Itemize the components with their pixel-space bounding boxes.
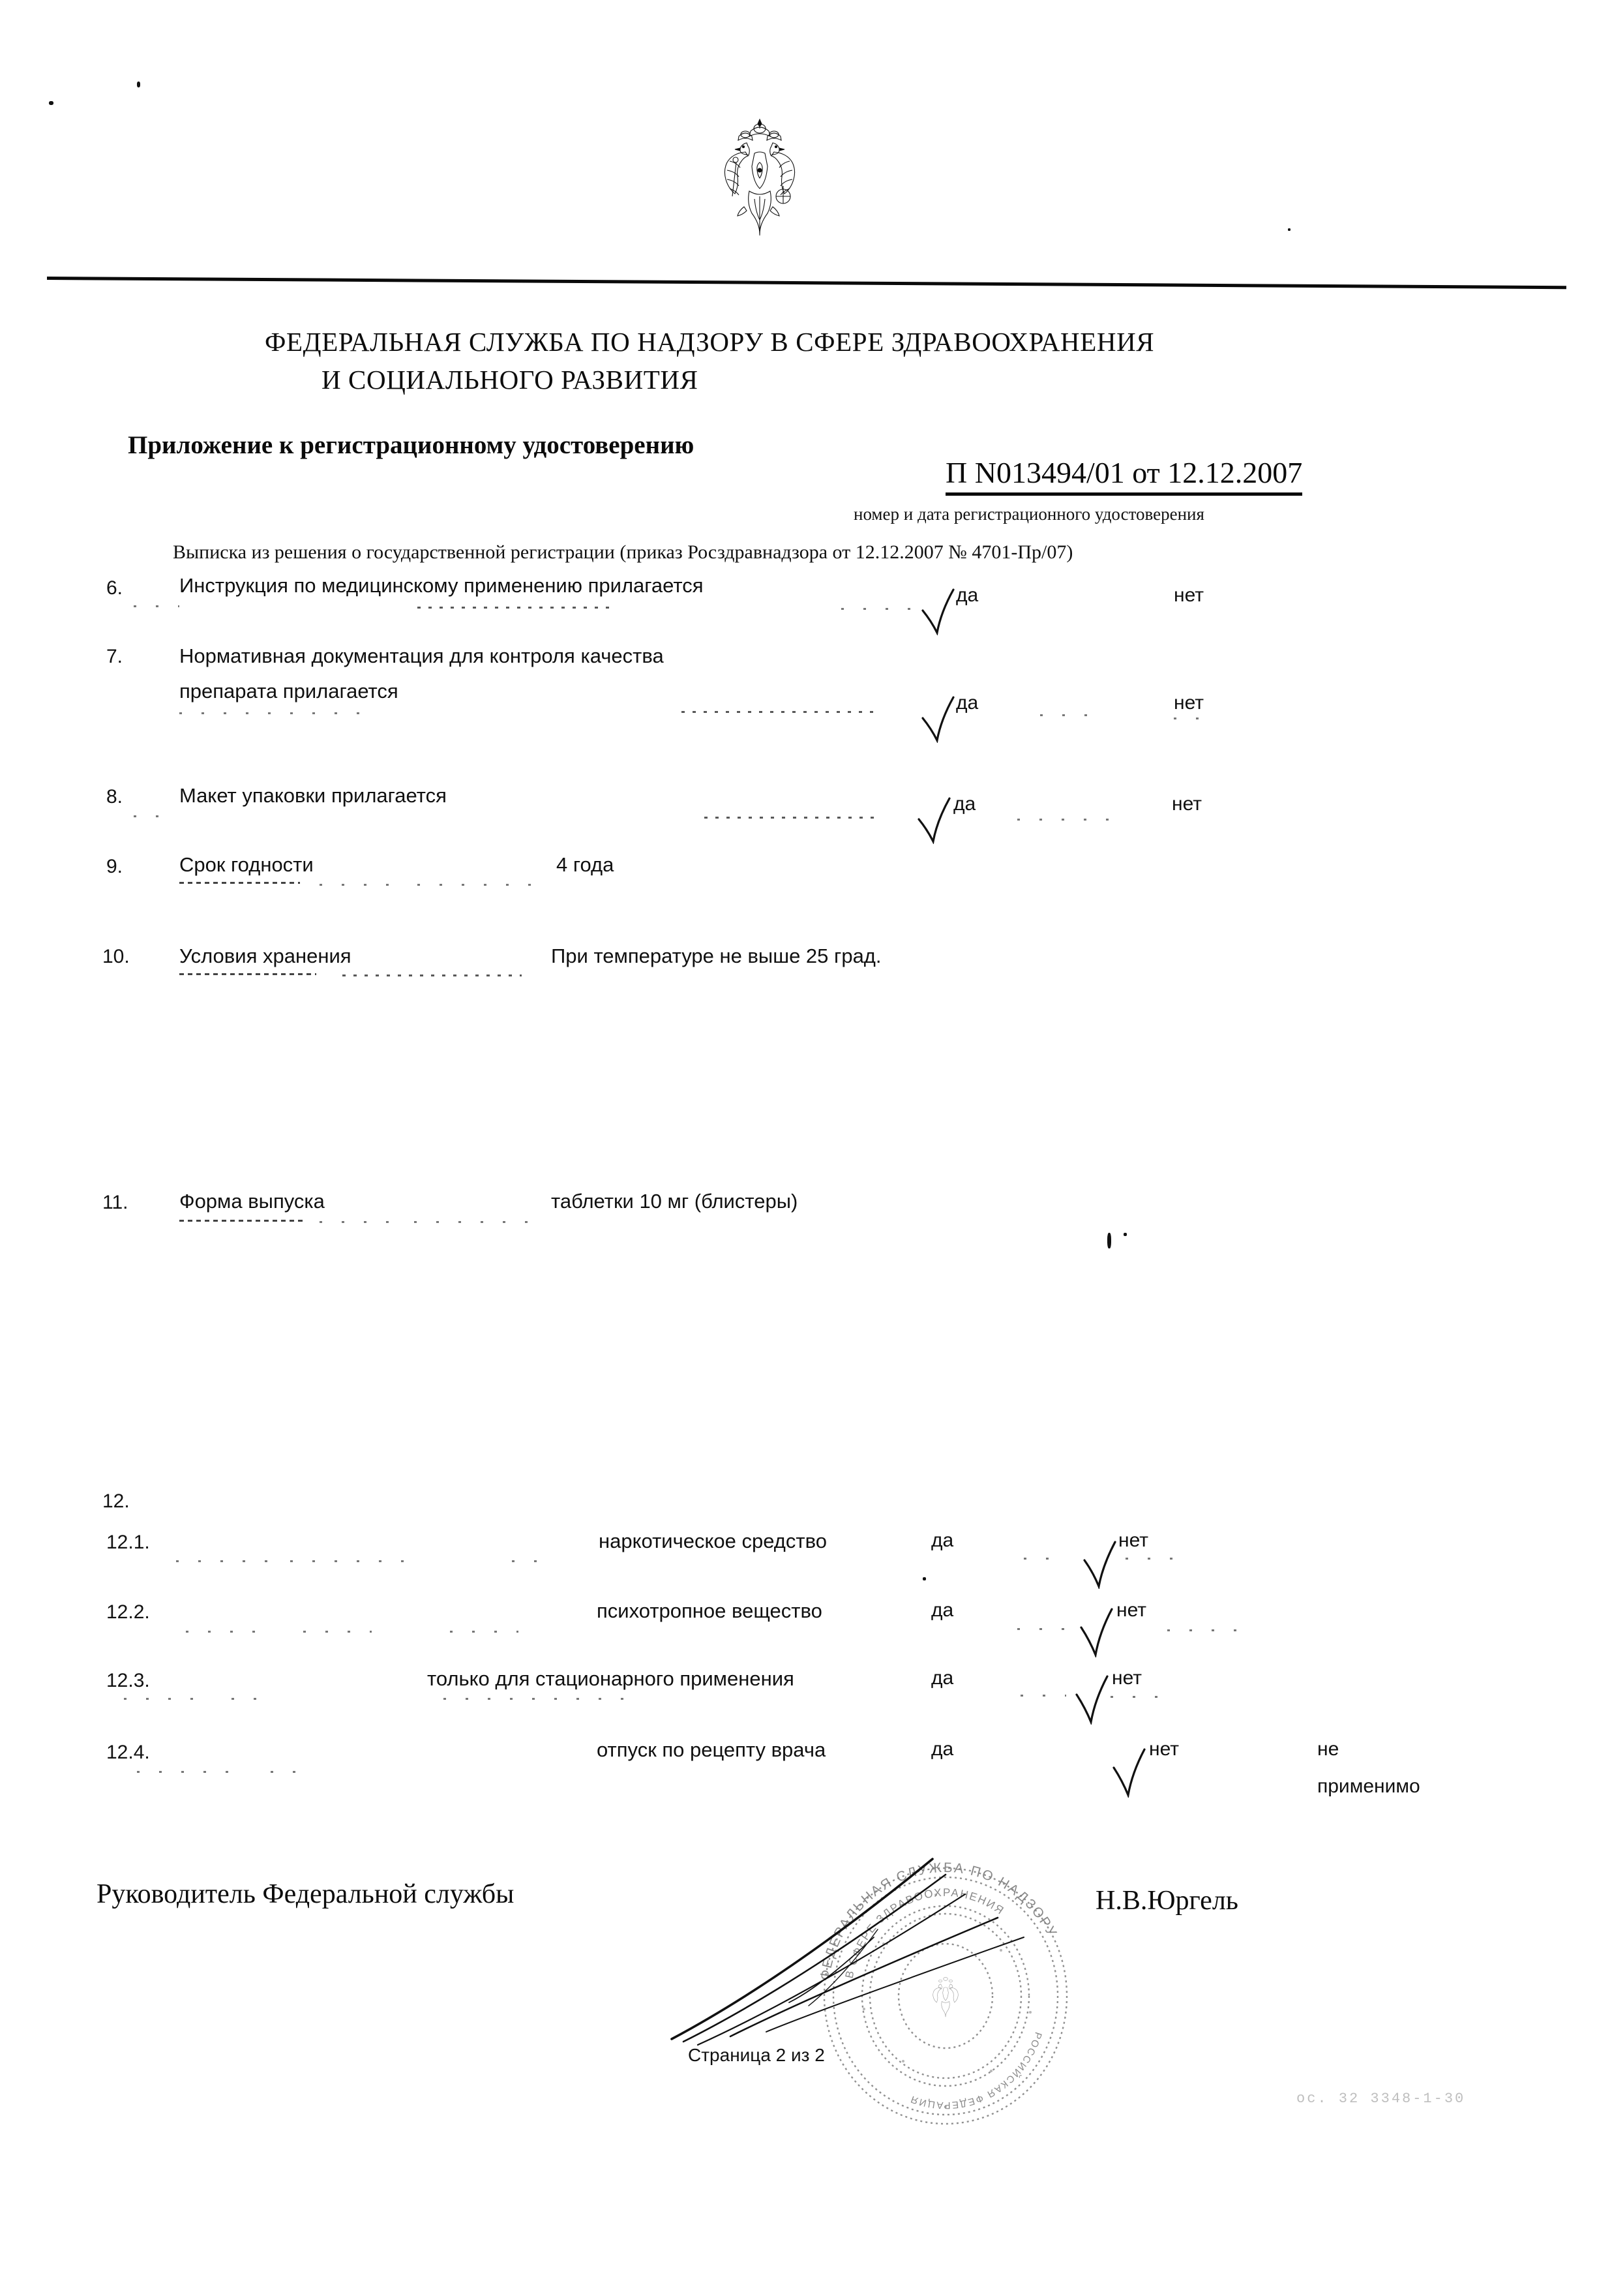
item-12-4-not-applicable-line-1: не <box>1317 1738 1339 1760</box>
signatory-name: Н.В.Юргель <box>1096 1886 1238 1916</box>
item-6-checkmark-icon[interactable] <box>921 586 956 635</box>
item-10-number: 10. <box>102 946 130 967</box>
item-9-number: 9. <box>106 856 123 877</box>
page-number-footer: Страница 2 из 2 <box>688 2045 825 2065</box>
extract-decision-line: Выписка из решения о государственной регистрации (приказ Росздравнадзора от 12.12.2007 № 4701-Пр/07) <box>173 541 1073 563</box>
item-12-1-checkmark-icon[interactable] <box>1082 1539 1118 1589</box>
item-11-value: таблетки 10 мг (блистеры) <box>551 1190 798 1213</box>
scan-speck <box>137 82 140 87</box>
item-11-number: 11. <box>102 1192 128 1213</box>
item-6-label: Инструкция по медицинскому применению прилагается <box>179 574 704 597</box>
item-12-1-label: наркотическое средство <box>599 1530 827 1552</box>
item-6-no-option[interactable]: нет <box>1174 584 1204 606</box>
item-8-leader-2 <box>704 817 880 819</box>
item-7-leader-3 <box>1040 714 1102 716</box>
item-12-2-leader-3 <box>450 1631 518 1633</box>
item-6-leader <box>134 605 179 607</box>
item-12-4-label: отпуск по рецепту врача <box>597 1738 826 1761</box>
item-12-2-leader-4 <box>1017 1628 1066 1630</box>
scan-artifact-code: ос. 32 3348-1-30 <box>1296 2091 1466 2107</box>
item-12-3-leader-4 <box>1111 1696 1163 1698</box>
header-divider-rule <box>47 277 1566 289</box>
item-11-label: Форма выпуска <box>179 1190 325 1213</box>
item-12-3-leader-2 <box>231 1698 258 1700</box>
item-11-label-underline <box>179 1220 303 1222</box>
item-10-value: При температуре не выше 25 град. <box>551 944 882 967</box>
signatory-title: Руководитель Федеральной службы <box>97 1879 515 1909</box>
russian-double-headed-eagle-emblem <box>708 114 812 245</box>
item-12-1-leader-3 <box>512 1560 551 1562</box>
item-6-leader-3 <box>841 608 913 610</box>
item-12-1-yes-option[interactable]: да <box>931 1530 954 1551</box>
svg-text:ФЕДЕРАЛЬНАЯ СЛУЖБА ПО НАДЗОРУ: ФЕДЕРАЛЬНАЯ СЛУЖБА ПО НАДЗОРУ <box>817 1860 1060 1982</box>
agency-name-line-1: ФЕДЕРАЛЬНАЯ СЛУЖБА ПО НАДЗОРУ В СФЕРЕ ЗДРАВООХРАНЕНИЯ <box>265 327 1155 357</box>
item-11-leader-2 <box>414 1221 528 1223</box>
item-7-leader <box>179 712 362 714</box>
item-12-2-checkmark-icon[interactable] <box>1079 1608 1114 1657</box>
item-12-4-checkmark-icon[interactable] <box>1112 1748 1147 1798</box>
item-12-1-leader-4 <box>1024 1558 1063 1560</box>
item-8-number: 8. <box>106 786 123 808</box>
item-12-2-yes-option[interactable]: да <box>931 1599 954 1621</box>
item-12-2-leader-5 <box>1167 1629 1246 1631</box>
item-12-2-leader-2 <box>303 1631 372 1633</box>
svg-text:РОССИЙСКАЯ ФЕДЕРАЦИЯ: РОССИЙСКАЯ ФЕДЕРАЦИЯ <box>908 2031 1044 2111</box>
scan-speck <box>1288 228 1291 231</box>
item-7-leader-4 <box>1174 718 1213 719</box>
item-8-label: Макет упаковки прилагается <box>179 784 447 807</box>
item-8-leader-3 <box>1017 819 1125 821</box>
item-7-yes-option[interactable]: да <box>956 692 979 714</box>
scan-speck <box>1124 1233 1127 1236</box>
item-12-1-number: 12.1. <box>106 1532 150 1553</box>
item-12-3-label: только для стационарного применения <box>427 1667 794 1690</box>
item-12-3-number: 12.3. <box>106 1670 150 1691</box>
item-10-label-underline <box>179 973 316 975</box>
item-6-yes-option[interactable]: да <box>956 584 979 606</box>
item-9-value: 4 года <box>556 853 614 876</box>
item-9-label: Срок годности <box>179 853 314 876</box>
item-7-label: Нормативная документация для контроля качества <box>179 644 664 667</box>
item-9-leader <box>320 884 391 886</box>
scan-speck <box>923 1577 926 1580</box>
item-9-leader-2 <box>417 884 535 886</box>
item-12-1-leader-5 <box>1126 1558 1187 1560</box>
item-12-3-leader-3 <box>1021 1695 1066 1697</box>
item-7-leader-2 <box>681 711 877 713</box>
registration-number-caption: номер и дата регистрационного удостоверения <box>854 504 1204 524</box>
handwritten-signature-strokes <box>659 1846 1063 2055</box>
item-12-4-no-option[interactable]: нет <box>1149 1738 1179 1760</box>
item-8-no-option[interactable]: нет <box>1172 793 1202 815</box>
item-12-1-no-option[interactable]: нет <box>1118 1530 1148 1551</box>
item-12-1-leader-2 <box>290 1560 421 1562</box>
item-8-checkmark-icon[interactable] <box>917 794 952 844</box>
item-6-leader-2 <box>417 607 613 609</box>
item-12-4-number: 12.4. <box>106 1742 150 1763</box>
registration-number: П N013494/01 от 12.12.2007 <box>946 455 1302 496</box>
item-12-4-not-applicable-line-2: применимо <box>1317 1775 1420 1797</box>
item-12-4-yes-option[interactable]: да <box>931 1738 954 1760</box>
item-12-1-leader <box>176 1560 267 1562</box>
item-12-3-label-leader <box>443 1698 633 1700</box>
item-12-4-leader <box>137 1771 231 1773</box>
item-10-label: Условия хранения <box>179 944 351 967</box>
item-12-2-label: психотропное вещество <box>597 1599 822 1622</box>
item-12-2-no-option[interactable]: нет <box>1116 1599 1146 1621</box>
item-7-checkmark-icon[interactable] <box>921 693 956 743</box>
item-9-label-underline <box>179 882 300 884</box>
scan-speck <box>1107 1233 1111 1248</box>
item-12-4-leader-2 <box>271 1771 306 1773</box>
item-12-3-yes-option[interactable]: да <box>931 1667 954 1689</box>
agency-name-line-2: И СОЦИАЛЬНОГО РАЗВИТИЯ <box>321 365 698 395</box>
item-12-3-leader <box>124 1698 212 1700</box>
item-7-no-option[interactable]: нет <box>1174 692 1204 714</box>
item-6-number: 6. <box>106 577 123 599</box>
item-7-label-line-2: препарата прилагается <box>179 680 398 702</box>
item-8-yes-option[interactable]: да <box>953 793 976 815</box>
item-7-number: 7. <box>106 646 123 667</box>
item-10-leader <box>342 974 522 976</box>
item-8-leader <box>134 815 176 817</box>
item-12-3-checkmark-icon[interactable] <box>1075 1675 1110 1725</box>
appendix-title: Приложение к регистрационному удостоверению <box>128 431 694 459</box>
item-11-leader <box>320 1221 398 1223</box>
section-12-number: 12. <box>102 1490 130 1512</box>
scan-speck <box>49 101 53 105</box>
item-12-2-number: 12.2. <box>106 1601 150 1623</box>
item-12-3-no-option[interactable]: нет <box>1112 1667 1142 1689</box>
item-12-2-leader <box>186 1631 258 1633</box>
svg-text:В СФЕРЕ ЗДРАВООХРАНЕНИЯ: В СФЕРЕ ЗДРАВООХРАНЕНИЯ <box>843 1886 1007 1980</box>
